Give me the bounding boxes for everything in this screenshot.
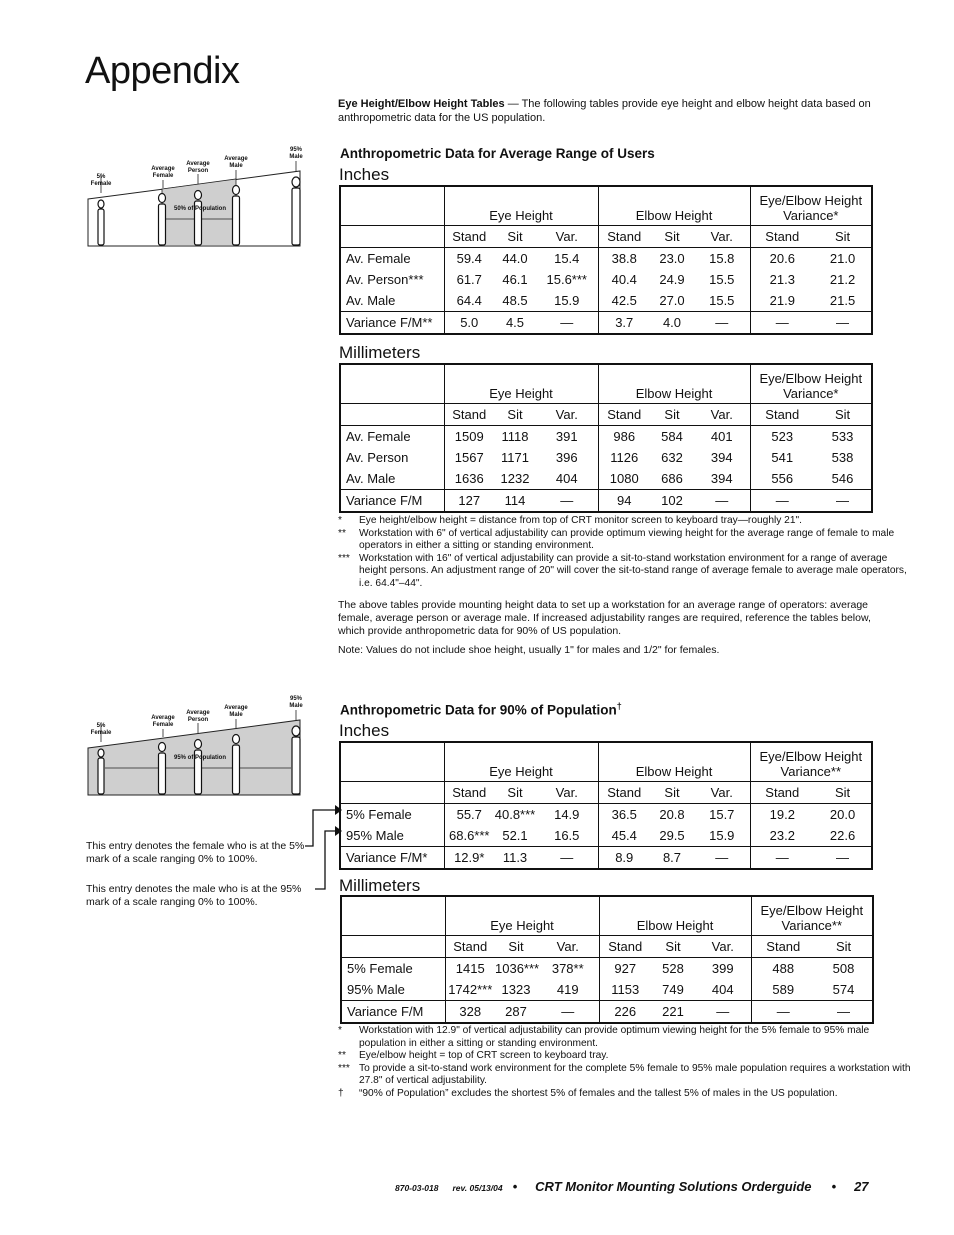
- subheader: Sit: [494, 782, 536, 804]
- table-row: 95% Male 1742*** 1323 419 1153 749 404 589 574: [341, 979, 873, 1001]
- subheader: Var.: [536, 226, 598, 248]
- callout-arrows: [295, 800, 343, 895]
- subheader: Sit: [814, 782, 872, 804]
- section2-mm-unit: Millimeters: [339, 876, 421, 895]
- doc-number: 870-03-018: [395, 1183, 439, 1193]
- figure-label-average-female: Average Female: [151, 715, 175, 728]
- table-row: 95% Male 68.6*** 52.1 16.5 45.4 29.5 15.9 23.2 22.6: [340, 825, 872, 847]
- subheader: Stand: [751, 936, 815, 958]
- subheader: Var.: [694, 226, 750, 248]
- header-elbow-height: Elbow Height: [598, 186, 750, 226]
- page-title: Appendix: [85, 50, 240, 92]
- subheader: Var.: [694, 404, 750, 426]
- subheader: Stand: [444, 226, 494, 248]
- header-elbow-height: Elbow Height: [598, 364, 750, 404]
- subheader: Var.: [694, 782, 750, 804]
- subheader: Stand: [598, 226, 650, 248]
- variance-row: Variance F/M 127 114 — 94 102 — — —: [340, 490, 872, 513]
- footnote: * Eye height/elbow height = distance from top of CRT monitor screen to keyboard tray—roughly 21".: [338, 515, 802, 526]
- figure-label-average-female: Average Female: [151, 166, 175, 179]
- header-variance: Eye/Elbow Height Variance**: [751, 896, 873, 936]
- figure-label-95-male: 95% Male: [289, 147, 303, 160]
- header-eye-height: Eye Height: [444, 742, 598, 782]
- section1-paragraph: The above tables provide mounting height data to set up a workstation for an average range of operators: average female, average person or average male. If increased adjustability ranges are required, reference the tables below, which provide anthropometric data for 90% of US population.: [338, 599, 871, 637]
- page-number: 27: [854, 1179, 869, 1194]
- revision: rev. 05/13/04: [452, 1183, 503, 1193]
- subheader: Var.: [695, 936, 751, 958]
- variance-row: Variance F/M* 12.9* 11.3 — 8.9 8.7 — — —: [340, 847, 872, 870]
- subheader: Sit: [495, 936, 537, 958]
- subheader: Var.: [536, 782, 598, 804]
- variance-row: Variance F/M** 5.0 4.5 — 3.7 4.0 — — —: [340, 312, 872, 335]
- section1-note: Note: Values do not include shoe height, usually 1" for males and 1/2" for females.: [338, 644, 720, 656]
- header-eye-height: Eye Height: [444, 186, 598, 226]
- subheader: Stand: [599, 936, 651, 958]
- table-90-mm: [340, 895, 874, 1024]
- subheader: Sit: [650, 404, 694, 426]
- subheader: Sit: [494, 226, 536, 248]
- figure-range-label: 50% of Population: [173, 206, 226, 212]
- header-eye-height: Eye Height: [444, 364, 598, 404]
- subheader: Stand: [444, 404, 494, 426]
- subheader: Var.: [536, 404, 598, 426]
- table-row: Av. Person*** 61.7 46.1 15.6*** 40.4 24.9 15.5 21.3 21.2: [340, 269, 872, 290]
- section1-mm-unit: Millimeters: [339, 343, 421, 362]
- section2-inches-unit: Inches: [339, 721, 390, 740]
- header-elbow-height: Elbow Height: [598, 742, 750, 782]
- subheader: Sit: [814, 404, 872, 426]
- table-row: Av. Male 1636 1232 404 1080 686 394 556 546: [340, 468, 872, 490]
- section2-footnotes: [338, 1025, 913, 1100]
- figure-label-average-person: Average Person: [186, 161, 210, 174]
- subheader: Stand: [598, 404, 650, 426]
- table-avg-mm: [339, 363, 873, 513]
- population-figure-1: [85, 146, 307, 250]
- intro-paragraph: [338, 97, 903, 125]
- subheader: Sit: [650, 226, 694, 248]
- table-avg-inches: [339, 185, 873, 335]
- footnote: † “90% of Population” excludes the shortest 5% of females and the tallest 5% of males in the US population.: [338, 1087, 838, 1099]
- subheader: Stand: [750, 404, 814, 426]
- callout-5-female: This entry denotes the female who is at the 5% mark of a scale ranging 0% to 100%.: [86, 840, 305, 865]
- page-footer: [395, 1179, 915, 1194]
- footnote: * Workstation with 12.9" of vertical adjustability can provide optimum viewing height for the 5% female to 95% male population in either a sitting or standing environment.: [338, 1025, 870, 1049]
- dagger-mark: †: [616, 701, 622, 711]
- subheader: Stand: [444, 782, 494, 804]
- footer-bullet: •: [512, 1179, 518, 1194]
- table-row: 5% Female 1415 1036*** 378** 927 528 399 488 508: [341, 958, 873, 980]
- footnote: *** Workstation with 16" of vertical adjustability can provide a sit-to-stand workstation environment for a range of average height persons. An adjustment range of 20" will cover the sit-to-stand range of average female to average male operators, i.e. 64.4"–44".: [338, 552, 907, 589]
- guide-title: CRT Monitor Mounting Solutions Orderguide: [535, 1179, 812, 1194]
- table-90-inches: [339, 741, 873, 870]
- header-eye-height: Eye Height: [445, 896, 599, 936]
- subheader: Sit: [815, 936, 873, 958]
- callout-95-male: This entry denotes the male who is at the 95% mark of a scale ranging 0% to 100%.: [86, 883, 302, 908]
- subheader: Var.: [537, 936, 599, 958]
- subheader: Stand: [445, 936, 495, 958]
- section1-footnotes: [338, 515, 913, 590]
- subheader: Sit: [650, 782, 694, 804]
- subheader: Stand: [598, 782, 650, 804]
- figure-label-5-female: 5% Female: [90, 174, 112, 187]
- section1-inches-unit: Inches: [339, 165, 390, 184]
- header-elbow-height: Elbow Height: [599, 896, 751, 936]
- figure-label-5-female: 5% Female: [90, 723, 112, 736]
- table-row: Av. Female 59.4 44.0 15.4 38.8 23.0 15.8 20.6 21.0: [340, 248, 872, 270]
- subheader: Stand: [750, 782, 814, 804]
- footnote: ** Eye/elbow height = top of CRT screen to keyboard tray.: [338, 1050, 609, 1061]
- intro-bold: Eye Height/Elbow Height Tables: [338, 98, 505, 110]
- footnote: *** To provide a sit-to-stand work environment for the complete 5% female to 95% male population requires a workstation with 27.8" of vertical adjustability.: [338, 1062, 911, 1086]
- footer-bullet: •: [831, 1179, 837, 1194]
- section2-title: Anthropometric Data for 90% of Population†: [340, 701, 622, 718]
- subheader: Sit: [651, 936, 695, 958]
- figure-label-95-male: 95% Male: [289, 696, 303, 709]
- table-row: Av. Male 64.4 48.5 15.9 42.5 27.0 15.5 21.9 21.5: [340, 290, 872, 312]
- figure-label-average-person: Average Person: [186, 710, 210, 723]
- header-variance: Eye/Elbow Height Variance*: [750, 186, 872, 226]
- section1-title: Anthropometric Data for Average Range of Users: [340, 146, 655, 161]
- table-row: Av. Female 1509 1118 391 986 584 401 523 533: [340, 426, 872, 448]
- subheader: Sit: [814, 226, 872, 248]
- table-row: Av. Person 1567 1171 396 1126 632 394 541 538: [340, 447, 872, 468]
- population-figure-2: [85, 695, 307, 799]
- figure-label-average-male: Average Male: [224, 156, 248, 169]
- header-variance: Eye/Elbow Height Variance**: [750, 742, 872, 782]
- footnote: ** Workstation with 6" of vertical adjustability can provide optimum viewing height for the average range of female to male operators in either a sitting or standing environment.: [338, 527, 895, 551]
- header-variance: Eye/Elbow Height Variance*: [750, 364, 872, 404]
- subheader: Sit: [494, 404, 536, 426]
- intro-text: — The following tables provide eye height and elbow height data based on anthropometric data for the US population.: [338, 98, 871, 124]
- figure-range-label: 95% of Population: [173, 755, 226, 761]
- figure-label-average-male: Average Male: [224, 705, 248, 718]
- table-row: 5% Female 55.7 40.8*** 14.9 36.5 20.8 15.7 19.2 20.0: [340, 804, 872, 826]
- variance-row: Variance F/M 328 287 — 226 221 — — —: [341, 1001, 873, 1024]
- subheader: Stand: [750, 226, 814, 248]
